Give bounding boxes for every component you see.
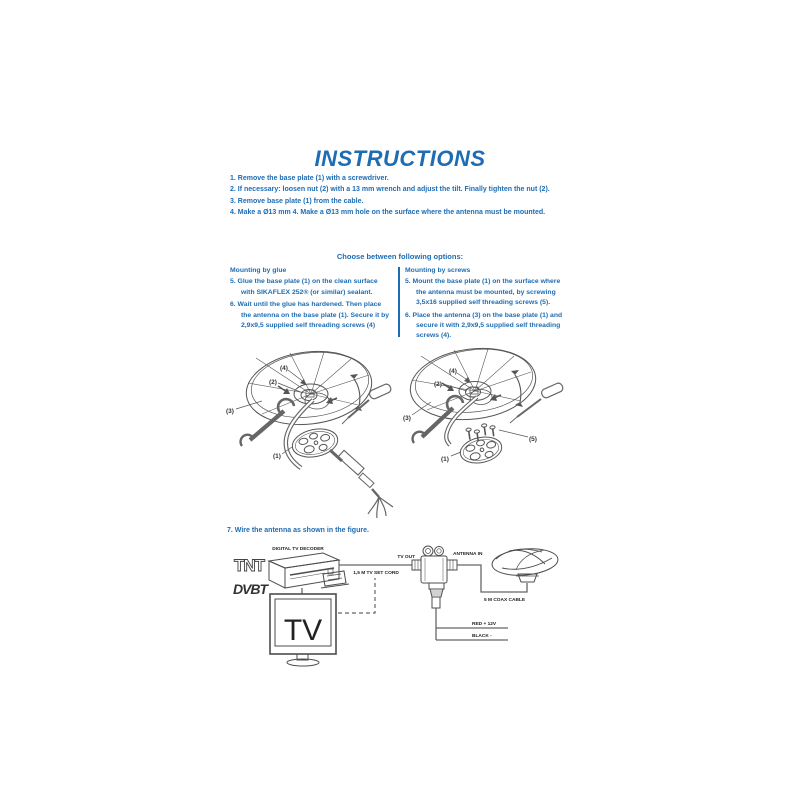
glue-option-column: [230, 266, 392, 333]
screw-mounting-diagram: [395, 344, 587, 480]
screws-step-6: 6. Place the antenna (3) on the base plate (1) and secure it with 2,9x9,5 supplied self threading screws (4).: [405, 311, 563, 340]
tv-monitor: [270, 594, 336, 666]
antenna-dome: [242, 345, 376, 432]
options-heading: Choose between following options:: [336, 252, 464, 261]
cable-connector: [330, 450, 393, 518]
screws-step-5: 5. Mount the base plate (1) on the surface where the antenna must be mounted, by screwing 3,5x16 supplied self threading screws (5).: [405, 278, 561, 307]
screws-label-3: (3): [403, 415, 411, 422]
wiring-diagram: [225, 538, 591, 668]
tv-screen-label: TV: [283, 614, 323, 647]
coax-cable-label: 5 M COAX CABLE: [484, 598, 526, 603]
screws-label-1: (1): [441, 456, 449, 463]
tv-set-cord-label: 1,5 M TV SET CORD: [353, 571, 399, 576]
red-wire-label: RED + 12V: [472, 622, 497, 627]
base-plate: [290, 425, 341, 461]
screws-label-4: (4): [449, 368, 457, 375]
coax-pigtail-cable: [446, 397, 477, 445]
wiring-heading: 7. Wire the antenna as shown in the figure.: [227, 527, 369, 534]
screwdriver-icon: [510, 382, 564, 423]
steps-list: [230, 173, 560, 219]
glue-label-1: (1): [273, 453, 281, 460]
screws-label-5: (5): [529, 436, 537, 443]
glue-label-4: (4): [280, 365, 288, 372]
tv-out-label: TV OUT: [397, 555, 415, 560]
step-1: 1. Remove the base plate (1) with a screwdriver.: [230, 175, 389, 182]
glue-step-6: 6. Wait until the glue has hardened. Then place the antenna on the base plate (1). Secure it by 2,9x9,5 supplied self threading screws (4): [230, 301, 390, 330]
step-2: 2. If necessary: loosen nut (2) with a 13 mm wrench and adjust the tilt. Finally tighten the nut (2).: [230, 186, 550, 194]
glue-step-5: 5. Glue the base plate (1) on the clean surface with SIKAFLEX 252® (or similar) sealant.: [230, 278, 378, 296]
decoder-label: DIGITAL TV DECODER: [272, 547, 324, 552]
glue-mounting-diagram: [220, 344, 408, 526]
black-wire-label: BLACK -: [472, 634, 492, 639]
step-4: 4. Make a Ø13 mm 4. Make a Ø13 mm hole on the surface where the antenna must be mounted.: [230, 209, 546, 217]
screws-heading: Mounting by screws: [405, 267, 471, 274]
screwdriver-icon: [342, 383, 392, 424]
screws-label-2: (2): [434, 381, 442, 388]
column-divider: [398, 267, 400, 337]
junction-box: [412, 546, 457, 608]
glue-heading: Mounting by glue: [230, 267, 287, 274]
screws-option-column: [405, 266, 571, 344]
glue-label-2: (2): [269, 379, 277, 386]
antenna-unit: [491, 546, 559, 582]
base-plate: [458, 433, 504, 466]
step-3: 3. Remove base plate (1) from the cable.: [230, 197, 364, 205]
coax-pigtail-cable: [286, 400, 313, 468]
mounting-screws: [465, 422, 496, 442]
tnt-logo: TNT: [233, 556, 265, 575]
antenna-in-label: ANTENNA IN: [453, 552, 483, 557]
dvbt-logo: DVBT: [232, 581, 268, 597]
glue-label-3: (3): [226, 408, 234, 415]
page-title: INSTRUCTIONS: [314, 146, 486, 171]
decoder-box: [269, 553, 349, 588]
